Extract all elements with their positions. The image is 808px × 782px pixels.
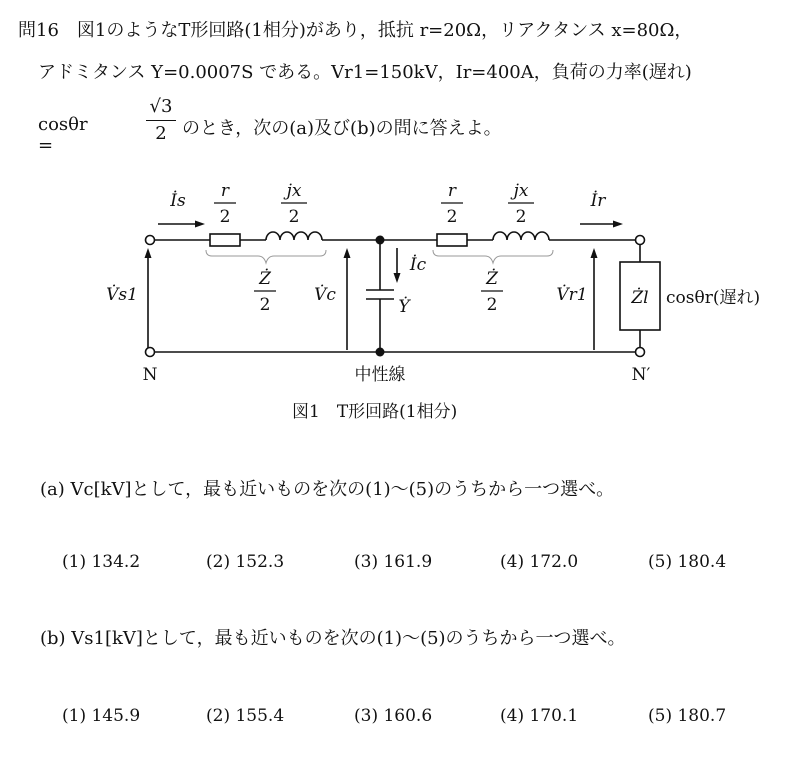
formula-rest: のとき，次の(a)及び(b)の問に答えよ。 <box>182 118 502 139</box>
right-r-numerator: r <box>447 181 457 201</box>
problem-line-1: 問16 図1のようなT形回路(1相分)があり，抵抗 r=20Ω，リアクタンス x=80Ω， <box>18 20 693 41</box>
option-b-1: (1) 145.9 <box>62 706 141 726</box>
terminal-n-prime-label: N′ <box>631 365 651 385</box>
voltage-vc-label: V̇c <box>314 285 336 305</box>
option-a-2: (2) 152.3 <box>206 552 285 572</box>
terminal-n-label: N <box>142 365 158 385</box>
admittance-y-label: Ẏ <box>398 297 410 317</box>
option-b-2: (2) 155.4 <box>206 706 285 726</box>
left-z-numerator: Ż <box>259 269 271 289</box>
left-jx-denominator: 2 <box>288 207 300 227</box>
left-r-denominator: 2 <box>219 207 231 227</box>
voltage-vs1-label: V̇s1 <box>106 285 138 305</box>
question-a: (a) Vc[kV]として，最も近いものを次の(1)～(5)のうちから一つ選べ。 <box>40 479 615 500</box>
neutral-wire-label: 中性線 <box>354 365 406 385</box>
load-power-factor-label: cosθr(遅れ) <box>666 288 761 308</box>
current-ir-label: İr <box>590 191 606 211</box>
right-z-numerator: Ż <box>486 269 498 289</box>
formula-denominator: 2 <box>155 123 167 144</box>
option-a-1: (1) 134.2 <box>62 552 141 572</box>
current-ic-label: İc <box>409 255 427 275</box>
formula-numerator: √3 <box>149 96 173 117</box>
question-b: (b) Vs1[kV]として，最も近いものを次の(1)～(5)のうちから一つ選べ。 <box>40 628 626 649</box>
right-jx-denominator: 2 <box>515 207 527 227</box>
figure-caption: 図1 T形回路(1相分) <box>292 402 458 422</box>
voltage-vr1-label: V̇r1 <box>556 285 588 305</box>
current-is-label: İs <box>170 191 186 211</box>
right-r-denominator: 2 <box>446 207 458 227</box>
option-a-4: (4) 172.0 <box>500 552 579 572</box>
left-z-denominator: 2 <box>259 295 271 315</box>
right-z-denominator: 2 <box>486 295 498 315</box>
left-r-numerator: r <box>220 181 230 201</box>
option-b-5: (5) 180.7 <box>648 706 727 726</box>
load-impedance-label: Żl <box>631 288 649 308</box>
formula-lhs: cosθr = <box>38 114 88 156</box>
problem-line-2: アドミタンス Y=0.0007S である。Vr1=150kV，Ir=400A，負荷の力率(遅れ) <box>38 62 692 83</box>
option-a-3: (3) 161.9 <box>354 552 433 572</box>
left-jx-numerator: jx <box>286 181 302 201</box>
option-a-5: (5) 180.4 <box>648 552 727 572</box>
option-b-4: (4) 170.1 <box>500 706 579 726</box>
right-jx-numerator: jx <box>513 181 529 201</box>
option-b-3: (3) 160.6 <box>354 706 433 726</box>
